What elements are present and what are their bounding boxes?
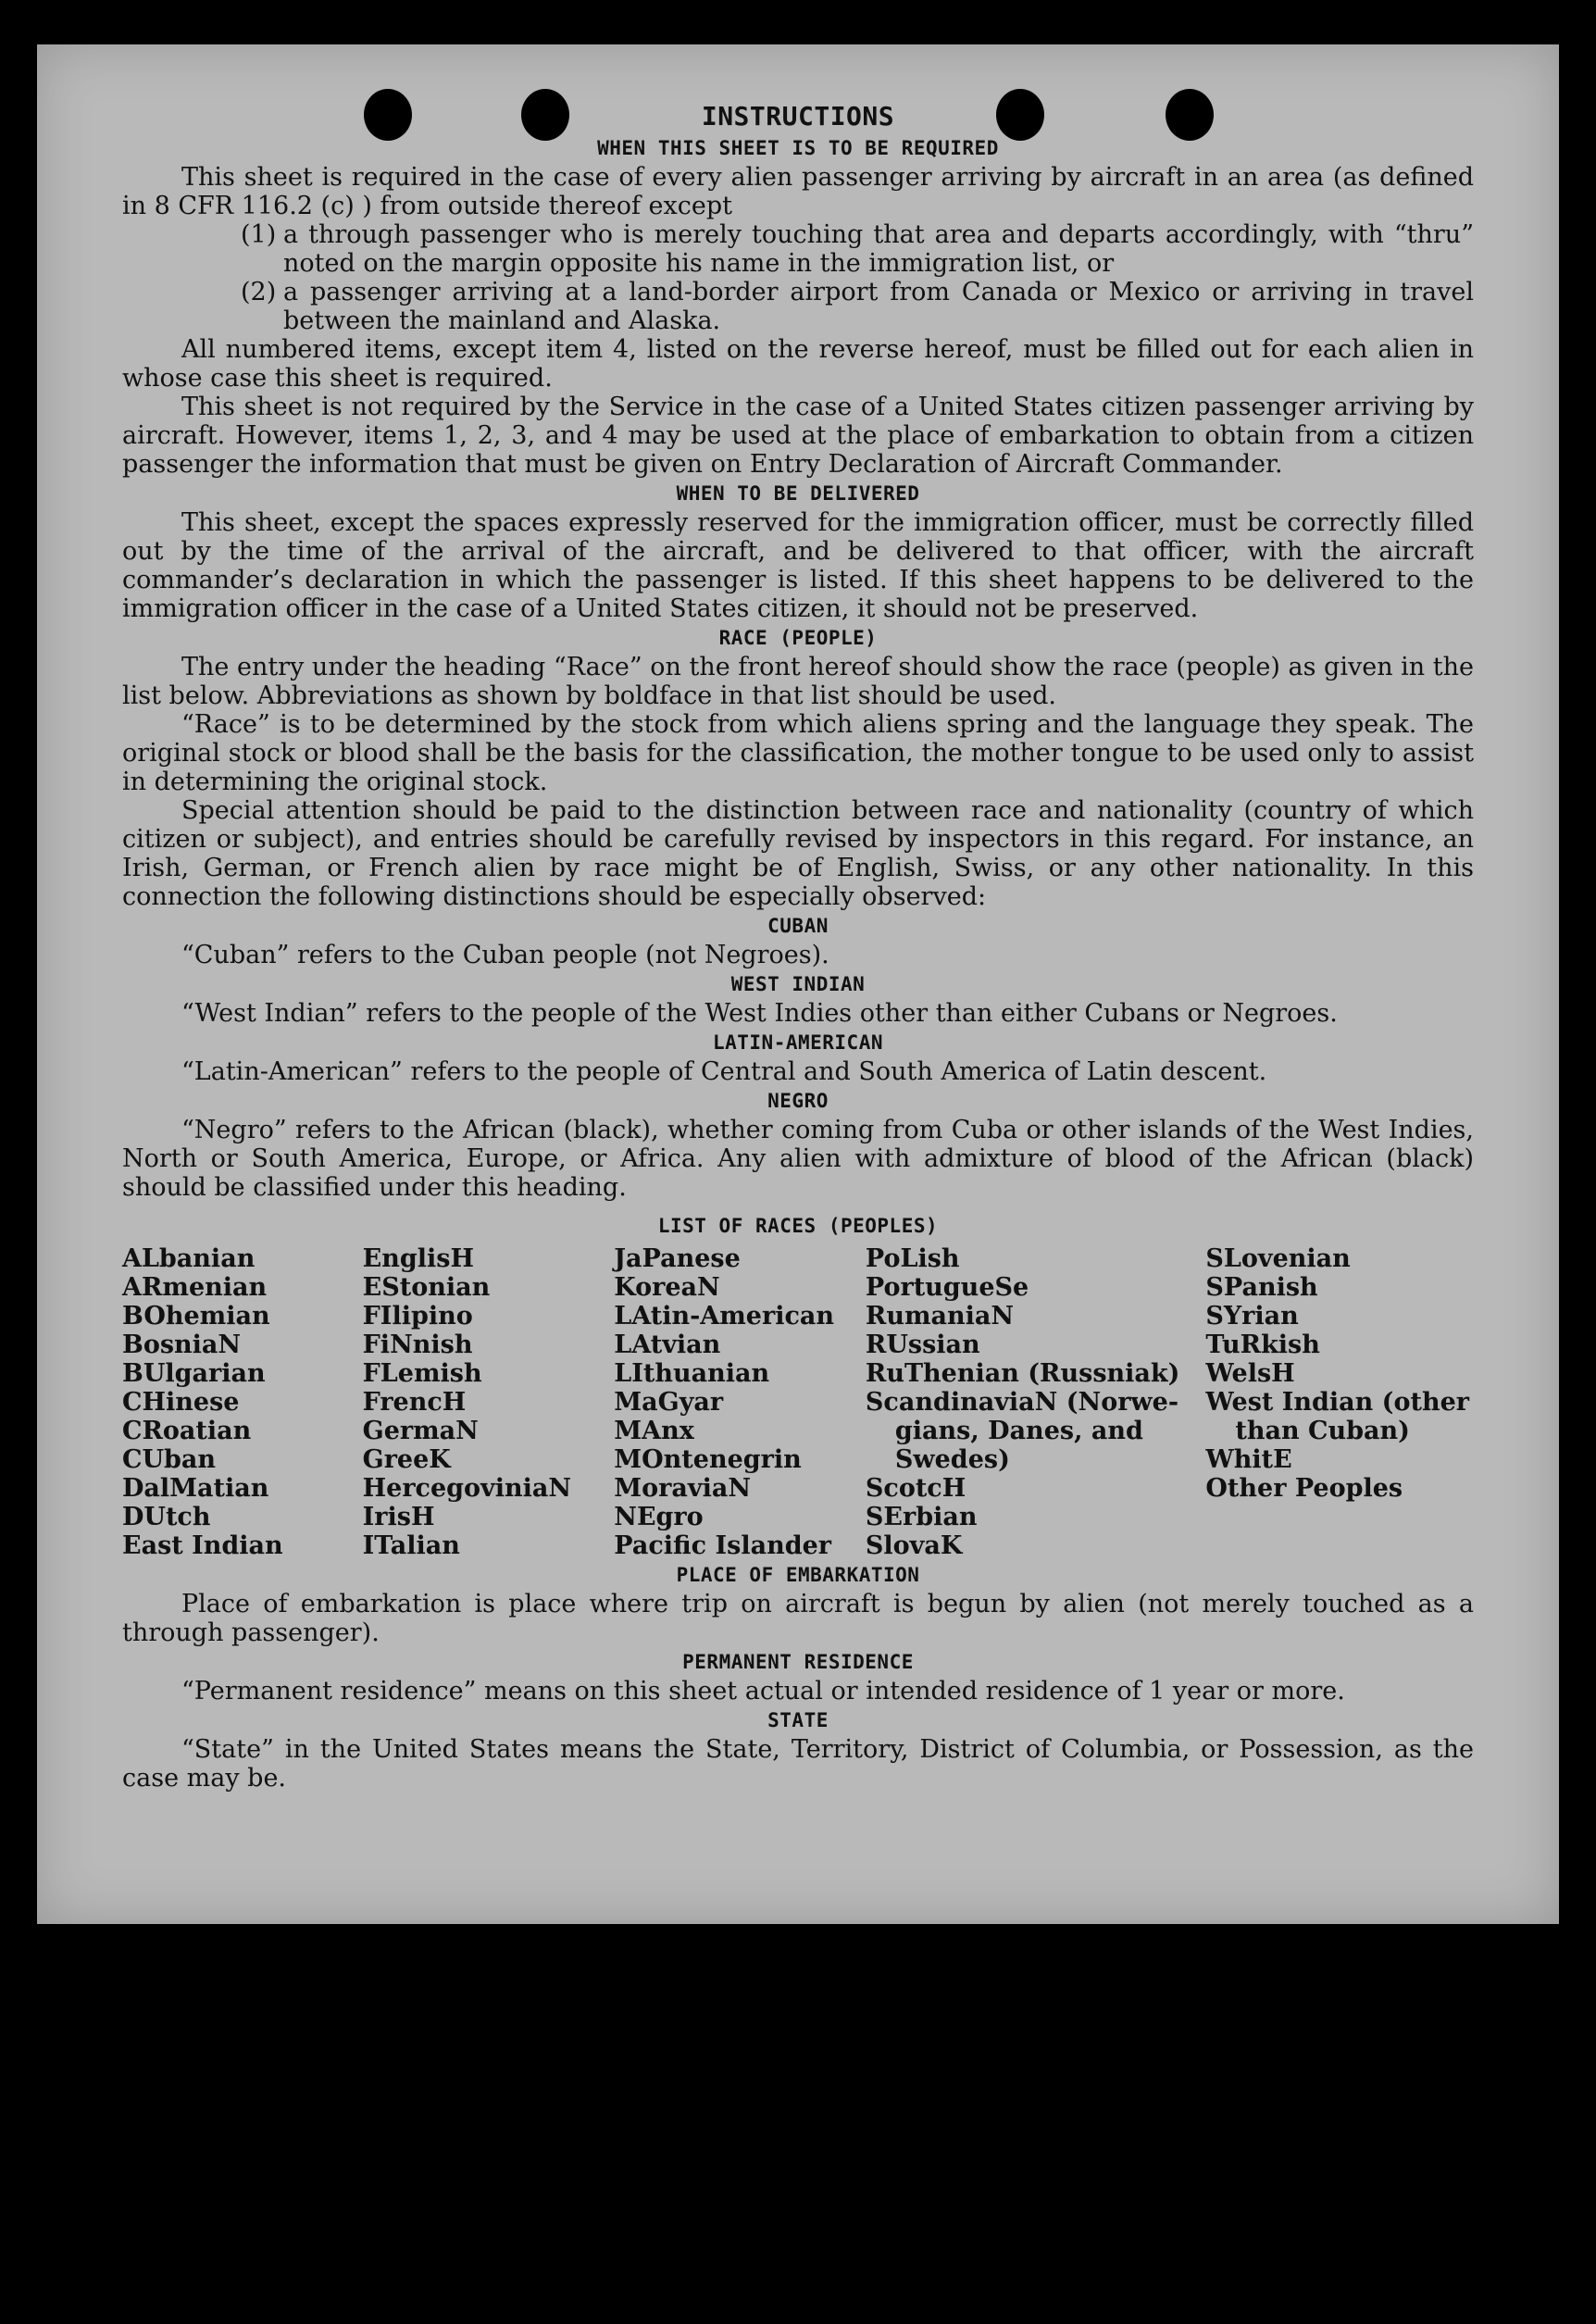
exception-item-1: (1) a through passenger who is merely touching that area and departs accordingly, with “thru” noted on the margin opposite his name in the immigration list, or	[241, 220, 1474, 278]
race-entry: CHinese	[122, 1388, 240, 1417]
race-entry: EStonian	[362, 1273, 491, 1302]
race-entry: HercegoviniaN	[362, 1474, 572, 1503]
race-entry: RUssian	[865, 1331, 980, 1359]
heading-negro: NEGRO	[767, 1090, 829, 1112]
race-entry: SLovenian	[1205, 1244, 1351, 1273]
when-delivered-text: This sheet, except the spaces expressly reserved for the immigration officer, must be correctly filled out by the time of the arrival of the aircraft, and be delivered to that officer, with the aircraft commander’s declaration in which the passenger is listed. If this sheet happens to be delivered to the immigration officer in the case of a United States citizen, it should not be preserved.	[122, 508, 1474, 623]
race-entry: DUtch	[122, 1503, 211, 1531]
race-entry: MAnx	[614, 1417, 694, 1445]
race-entry-continued: than Cuban)	[1235, 1417, 1410, 1445]
race-entry: ScandinaviaN (Norwe-	[865, 1388, 1179, 1417]
race-entry-continued: Swedes)	[894, 1445, 1010, 1474]
heading-list-of-races: LIST OF RACES (PEOPLES)	[657, 1215, 939, 1237]
race-entry: East Indian	[122, 1531, 283, 1560]
heading-when-required: WHEN THIS SHEET IS TO BE REQUIRED	[597, 137, 999, 159]
race-entry: GreeK	[362, 1445, 451, 1474]
race-entry: FiNnish	[362, 1331, 473, 1359]
race-entry: ITalian	[362, 1531, 460, 1560]
document-sheet	[37, 44, 1559, 1924]
race-entry: CRoatian	[122, 1417, 252, 1445]
when-required-para2: All numbered items, except item 4, listed on the reverse hereof, must be filled out for each alien in whose case this sheet is required.	[122, 335, 1474, 393]
race-entry: TuRkish	[1205, 1331, 1320, 1359]
race-entry: MoraviaN	[614, 1474, 752, 1503]
negro-text: “Negro” refers to the African (black), whether coming from Cuba or other islands of the West Indies, North or South America, Europe, or Africa. Any alien with admixture of blood of the African (black) should be classified under this heading.	[122, 1116, 1474, 1202]
race-entry: PortugueSe	[865, 1273, 1029, 1302]
west-indian-text: “West Indian” refers to the people of the West Indies other than either Cubans or Negroes.	[181, 999, 1338, 1028]
race-entry: SYrian	[1205, 1302, 1299, 1331]
race-entry: BUlgarian	[122, 1359, 266, 1388]
race-entry: BosniaN	[122, 1331, 242, 1359]
heading-state: STATE	[767, 1709, 829, 1731]
race-entry: RuThenian (Russniak)	[865, 1359, 1180, 1388]
latin-american-text: “Latin-American” refers to the people of Central and South America of Latin descent.	[181, 1057, 1267, 1086]
race-entry: FrencH	[362, 1388, 467, 1417]
race-entry: LAtin-American	[614, 1302, 835, 1331]
race-entry: NEgro	[614, 1503, 704, 1531]
race-entry: MaGyar	[614, 1388, 724, 1417]
race-entry: ALbanian	[122, 1244, 256, 1273]
race-entry: EnglisH	[362, 1244, 474, 1273]
race-entry: IrisH	[362, 1503, 435, 1531]
race-entry: SlovaK	[865, 1531, 963, 1560]
race-entry: FIlipino	[362, 1302, 473, 1331]
cuban-text: “Cuban” refers to the Cuban people (not Negroes).	[181, 941, 829, 969]
race-entry: WhitE	[1205, 1445, 1292, 1474]
races-column-3	[614, 1244, 866, 1560]
when-required-intro: This sheet is required in the case of every alien passenger arriving by aircraft in an area (as defined in 8 CFR 116.2 (c) ) from outside thereof except	[122, 163, 1474, 220]
races-column-5	[1205, 1244, 1474, 1560]
heading-race: RACE (PEOPLE)	[718, 627, 878, 649]
race-entry: BOhemian	[122, 1302, 270, 1331]
heading-west-indian: WEST INDIAN	[730, 973, 866, 995]
race-para2: “Race” is to be determined by the stock from which aliens spring and the language they speak. The original stock or blood shall be the basis for the classification, the mother tongue to be used only to assist in determining the original stock.	[122, 710, 1474, 796]
heading-permanent-residence: PERMANENT RESIDENCE	[682, 1651, 914, 1673]
race-entry: CUban	[122, 1445, 217, 1474]
exception-item-2: (2) a passenger arriving at a land-border airport from Canada or Mexico or arriving in travel between the mainland and Alaska.	[241, 278, 1474, 335]
race-entry-continued: gians, Danes, and	[894, 1417, 1143, 1445]
race-entry: Other Peoples	[1205, 1474, 1403, 1503]
race-entry: JaPanese	[614, 1244, 741, 1273]
race-entry: RumaniaN	[865, 1302, 1015, 1331]
race-entry: ScotcH	[865, 1474, 966, 1503]
races-column-2	[363, 1244, 615, 1560]
race-entry: WelsH	[1205, 1359, 1295, 1388]
race-entry: SErbian	[865, 1503, 978, 1531]
race-entry: KoreaN	[614, 1273, 720, 1302]
race-entry: LAtvian	[614, 1331, 721, 1359]
permanent-residence-text: “Permanent residence” means on this sheet actual or intended residence of 1 year or more.	[181, 1677, 1345, 1706]
place-of-embarkation-text: Place of embarkation is place where trip on aircraft is begun by alien (not merely touched as a through passenger).	[122, 1590, 1474, 1647]
race-entry: FLemish	[362, 1359, 482, 1388]
race-entry: DalMatian	[122, 1474, 269, 1503]
state-text: “State” in the United States means the State, Territory, District of Columbia, or Possession, as the case may be.	[122, 1735, 1474, 1793]
heading-cuban: CUBAN	[767, 915, 829, 937]
race-entry: LIthuanian	[614, 1359, 770, 1388]
race-entry: ARmenian	[122, 1273, 268, 1302]
heading-place-of-embarkation: PLACE OF EMBARKATION	[676, 1564, 920, 1586]
races-list	[122, 1244, 1474, 1560]
race-entry: SPanish	[1205, 1273, 1318, 1302]
heading-latin-american: LATIN-AMERICAN	[712, 1031, 883, 1054]
race-entry: PoLish	[865, 1244, 960, 1273]
heading-when-delivered: WHEN TO BE DELIVERED	[676, 482, 920, 505]
race-entry: West Indian (other	[1205, 1388, 1469, 1417]
race-para1: The entry under the heading “Race” on the front hereof should show the race (people) as given in the list below. Abbreviations as shown by boldface in that list should be used.	[122, 653, 1474, 710]
races-column-4	[866, 1244, 1206, 1560]
when-required-para3: This sheet is not required by the Service in the case of a United States citizen passenger arriving by aircraft. However, items 1, 2, 3, and 4 may be used at the place of embarkation to obtain from a citizen passenger the information that must be given on Entry Declaration of Aircraft Commander.	[122, 393, 1474, 479]
race-para3: Special attention should be paid to the distinction between race and nationality (country of which citizen or subject), and entries should be carefully revised by inspectors in this regard. For instance, an Irish, German, or French alien by race might be of English, Swiss, or any other nationality. In this connection the following distinctions should be especially observed:	[122, 796, 1474, 911]
races-column-1	[122, 1244, 363, 1560]
race-entry: Pacific Islander	[614, 1531, 831, 1560]
race-entry: MOntenegrin	[614, 1445, 802, 1474]
page-title: INSTRUCTIONS	[701, 101, 895, 131]
instructions-content	[122, 100, 1474, 1793]
race-entry: GermaN	[362, 1417, 479, 1445]
